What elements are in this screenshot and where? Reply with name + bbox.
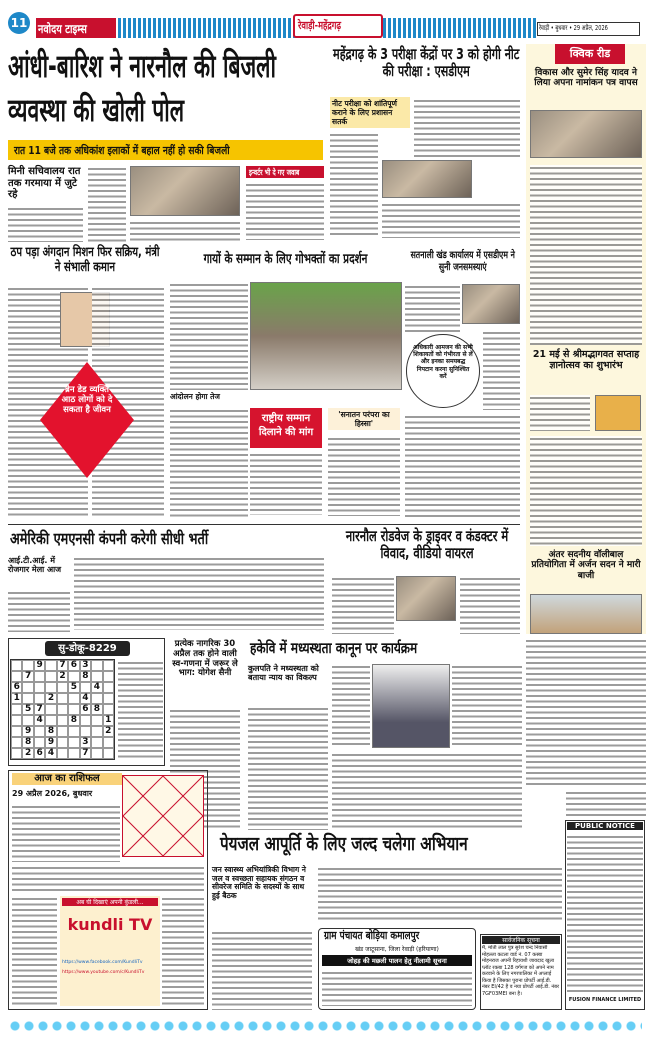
sudoku-cell[interactable]: 2 xyxy=(22,748,33,759)
notice-title: सार्वजनिक सूचना xyxy=(482,936,560,944)
sudoku-cell[interactable] xyxy=(57,748,68,759)
sudoku-cell[interactable] xyxy=(103,704,114,715)
sudoku-cell[interactable] xyxy=(34,693,45,704)
sudoku-cell[interactable] xyxy=(68,671,79,682)
horoscope-text xyxy=(12,896,57,1006)
quick-item-3: अंतर सदनीय वॉलीबाल प्रतियोगिता में अर्जन सदन ने मारी बाजी xyxy=(531,550,641,581)
sudoku-cell[interactable]: 4 xyxy=(34,715,45,726)
sudoku-cell[interactable] xyxy=(68,737,79,748)
sudoku-cell[interactable] xyxy=(91,737,102,748)
sudoku-cell[interactable] xyxy=(80,682,91,693)
page-number: 11 xyxy=(8,12,30,34)
sudoku-cell[interactable]: 6 xyxy=(80,704,91,715)
sudoku-cell[interactable]: 7 xyxy=(57,660,68,671)
sudoku-cell[interactable]: 3 xyxy=(80,737,91,748)
sudoku-cell[interactable]: 8 xyxy=(45,726,56,737)
sudoku-cell[interactable] xyxy=(91,693,102,704)
article-text xyxy=(530,436,642,546)
sudoku-cell[interactable] xyxy=(11,715,22,726)
sudoku-cell[interactable] xyxy=(57,682,68,693)
panchayat-ad-title: ग्राम पंचायत बोड़िया कमालपुर xyxy=(324,929,420,942)
kundli-chart xyxy=(122,775,204,857)
kundli-ad xyxy=(60,896,160,1006)
sudoku-cell[interactable]: 9 xyxy=(34,660,45,671)
sudoku-cell[interactable] xyxy=(68,693,79,704)
lead-banner: रात 11 बजे तक अधिकांश इलाकों में बहाल नहीं हो सकी बिजली xyxy=(14,144,230,157)
rashifal-date: 29 अप्रैल 2026, बुधवार xyxy=(12,789,93,798)
sudoku-cell[interactable] xyxy=(91,660,102,671)
facebook-link[interactable]: https://www.facebook.com/KundliTv xyxy=(62,960,143,965)
sdm-quote: अधिकारी आमजन की सभी शिकायतों को गंभीरता से लें और इनका समयबद्ध निपटान करना सुनिश्चित करें xyxy=(406,334,480,408)
article-text xyxy=(452,664,522,748)
storm-photo xyxy=(130,166,240,216)
article-text xyxy=(170,282,248,390)
article-text xyxy=(530,395,590,431)
volleyball-photo xyxy=(530,594,642,634)
article-text xyxy=(405,414,520,518)
sudoku-cell[interactable] xyxy=(103,693,114,704)
divider xyxy=(8,524,520,525)
sudoku-cell[interactable]: 5 xyxy=(22,704,33,715)
sudoku-cell[interactable]: 6 xyxy=(68,660,79,671)
sudoku-cell[interactable] xyxy=(57,693,68,704)
side-headline: मिनी सचिवालय रात तक गरमाया में जुटे रहे xyxy=(8,166,81,200)
organ-headline: ठप पड़ा अंगदान मिशन फिर सक्रिय, मंत्री ने संभाली कमान xyxy=(10,245,160,275)
sudoku-cell[interactable] xyxy=(11,748,22,759)
demand-box: राष्ट्रीय सम्मान दिलाने की मांग xyxy=(250,408,322,448)
sudoku-cell[interactable] xyxy=(103,737,114,748)
sudoku-cell[interactable] xyxy=(45,704,56,715)
article-text xyxy=(526,638,646,788)
sudoku-cell[interactable] xyxy=(34,726,45,737)
kundli-ad-title: अब घी दिखाएं अपनी कुंडली... xyxy=(62,898,158,906)
roadways-headline: नारनौल रोडवेज के ड्राइवर व कंडक्टर में विवाद, वीडियो वायरल xyxy=(345,527,509,563)
sdm-photo xyxy=(462,284,520,324)
sudoku-cell[interactable] xyxy=(68,704,79,715)
sudoku-cell[interactable] xyxy=(34,671,45,682)
preacher-photo xyxy=(595,395,641,431)
mnc-subhead: आई.टी.आई. में रोजगार मेला आज xyxy=(8,556,62,575)
article-text xyxy=(382,202,520,238)
article-text xyxy=(246,182,324,240)
sudoku-cell[interactable] xyxy=(57,715,68,726)
sudoku-cell[interactable]: 5 xyxy=(68,682,79,693)
quote-box-title: 'सनातन परंपरा का हिस्सा' xyxy=(328,408,400,430)
article-text xyxy=(332,664,370,748)
sudoku-cell[interactable] xyxy=(34,682,45,693)
article-text xyxy=(328,436,400,516)
sudoku-cell[interactable] xyxy=(103,660,114,671)
panchayat-ad-sub: खंड जाटूसाना, जिला रेवाड़ी (हरियाणा) xyxy=(355,946,439,953)
sudoku-cell[interactable] xyxy=(80,726,91,737)
article-text xyxy=(330,132,378,238)
sudoku-cell[interactable] xyxy=(91,748,102,759)
nomination-photo xyxy=(530,110,642,158)
sudoku-cell[interactable]: 4 xyxy=(80,693,91,704)
satnali-headline: सतनाली खंड कार्यालय में एसडीएम ने सुनी जनसमस्याएं xyxy=(410,250,515,273)
census-headline: प्रत्येक नागरिक 30 अप्रैल तक होने वाली स्व-गणना में जरूर ले भाग: योगेश सैनी xyxy=(172,639,238,679)
article-text xyxy=(88,166,126,242)
sudoku-cell[interactable] xyxy=(45,671,56,682)
rashifal-title: आज का राशिफल xyxy=(12,773,122,785)
article-text xyxy=(332,576,394,634)
ad-text xyxy=(322,970,472,1006)
date-text: रेवाड़ी • बुधवार • 29 अप्रैल, 2026 xyxy=(539,24,608,32)
water-headline: पेयजल आपूर्ति के लिए जल्द चलेगा अभियान xyxy=(220,833,468,855)
sudoku-cell[interactable] xyxy=(103,671,114,682)
sudoku-cell[interactable] xyxy=(22,660,33,671)
sudoku-cell[interactable] xyxy=(103,748,114,759)
sudoku-cell[interactable] xyxy=(34,737,45,748)
cows-headline: गायों के सम्मान के लिए गोभक्तों का प्रदर्शन xyxy=(203,251,368,267)
sudoku-cell[interactable] xyxy=(45,682,56,693)
article-text xyxy=(170,408,248,520)
masthead-logo: नवोदय टाइम्स xyxy=(38,22,87,36)
article-text xyxy=(566,790,646,818)
mnc-headline: अमेरिकी एमएनसी कंपनी करेगी सीधी भर्ती xyxy=(10,529,209,548)
sudoku-cell[interactable] xyxy=(11,726,22,737)
sudoku-cell[interactable]: 8 xyxy=(80,671,91,682)
article-text xyxy=(130,220,240,242)
article-text xyxy=(332,752,522,830)
sudoku-cell[interactable] xyxy=(45,660,56,671)
quick-read-tag: क्विक रीड xyxy=(555,44,625,64)
sudoku-cell[interactable] xyxy=(45,715,56,726)
article-text xyxy=(8,590,70,632)
sudoku-cell[interactable] xyxy=(91,671,102,682)
sudoku-cell[interactable]: 6 xyxy=(11,682,22,693)
sudoku-grid[interactable] xyxy=(10,659,115,760)
registration-marks xyxy=(8,1020,642,1032)
public-notice-company: FUSION FINANCE LIMITED xyxy=(568,997,642,1003)
sudoku-cell[interactable]: 9 xyxy=(22,726,33,737)
kundli-brand: kundli TV xyxy=(67,915,153,934)
edition-tag: रेवाड़ी-महेंद्रगढ़ xyxy=(298,19,342,32)
article-text xyxy=(483,330,520,410)
sudoku-cell[interactable] xyxy=(22,682,33,693)
hakevi-subhead: कुलपति ने मध्यस्थता को बताया न्याय का विकल्प xyxy=(248,664,319,683)
article-text xyxy=(12,865,204,893)
sudoku-cell[interactable] xyxy=(11,671,22,682)
sudoku-cell[interactable] xyxy=(80,715,91,726)
article-text xyxy=(414,98,520,158)
notice-body: मैं, मोती लाल पुत्र सुरेश चन्द निवासी मोहल्ला कटला वार्ड नं. 07 कस्बा मोहनराज अपनी रिहायशी जायदाद खुला प्लॉट रकबा 128 वर्गगज को अपने नाम करवाने के लिए नगरपालिका में अप्लाई किया है जिसका पुराना प्रोपर्टी आई.डी. नंबर EI/42 है व नया प्रोपर्टी आई.डी. नंबर 7GF03MEI बना है। xyxy=(482,945,560,997)
sudoku-cell[interactable] xyxy=(91,726,102,737)
protest-photo xyxy=(250,282,402,390)
sudoku-cell[interactable]: 8 xyxy=(91,704,102,715)
sudoku-cell[interactable]: 8 xyxy=(22,737,33,748)
article-text xyxy=(212,930,312,1010)
sudoku-cell[interactable]: 4 xyxy=(45,748,56,759)
sudoku-cell[interactable] xyxy=(103,682,114,693)
sudoku-cell[interactable] xyxy=(11,660,22,671)
sudoku-cell[interactable] xyxy=(68,726,79,737)
sudoku-cell[interactable] xyxy=(22,715,33,726)
article-text xyxy=(318,866,562,922)
article-text xyxy=(460,576,520,634)
sudoku-cell[interactable] xyxy=(57,704,68,715)
article-text xyxy=(74,556,324,630)
sudoku-cell[interactable] xyxy=(22,693,33,704)
article-text xyxy=(250,452,322,515)
quick-item-2: 21 मई से श्रीमद्भागवत सप्ताह ज्ञानोत्सव का शुभारंभ xyxy=(532,349,640,371)
sudoku-cell[interactable]: 7 xyxy=(34,704,45,715)
sudoku-cell[interactable] xyxy=(11,704,22,715)
sudoku-cell[interactable]: 6 xyxy=(34,748,45,759)
neet-headline: महेंद्रगढ़ के 3 परीक्षा केंद्रों पर 3 को होगी नीट की परीक्षा : एसडीएम xyxy=(333,45,520,81)
public-notice-text xyxy=(567,834,643,992)
sudoku-cell[interactable]: 7 xyxy=(80,748,91,759)
bus-video-photo xyxy=(396,576,456,621)
article-text xyxy=(405,284,460,332)
sudoku-cell[interactable] xyxy=(91,715,102,726)
sudoku-cell[interactable] xyxy=(57,737,68,748)
organ-diamond-text: ब्रेन डेड व्यक्ति आठ लोगों को दे सकता है जीवन xyxy=(61,385,113,416)
sudoku-cell[interactable]: 1 xyxy=(103,715,114,726)
vice-chancellor-photo xyxy=(372,664,450,748)
cows-subhead: आंदोलन होगा तेज xyxy=(170,392,220,401)
water-subhead: जन स्वास्थ्य अभियांत्रिकी विभाग ने जल व स्वच्छता सहायक संगठन व सीवरेज समिति के सदस्यों के साथ हुई बैठक xyxy=(212,865,306,900)
article-text xyxy=(12,804,120,862)
sudoku-cell[interactable] xyxy=(11,737,22,748)
article-text xyxy=(530,165,642,345)
sudoku-cell[interactable]: 7 xyxy=(22,671,33,682)
horoscope-text xyxy=(162,896,204,1006)
sudoku-cell[interactable]: 8 xyxy=(68,715,79,726)
sudoku-title: सु-डोकू-8229 xyxy=(45,641,130,656)
sudoku-cell[interactable]: 2 xyxy=(103,726,114,737)
article-text xyxy=(248,706,328,830)
lead-headline: आंधी-बारिश ने नारनौल की बिजली व्यवस्था की खोली पोल xyxy=(8,47,276,129)
sudoku-cell[interactable]: 2 xyxy=(45,693,56,704)
quick-item-1: विकास और सुमेर सिंह यादव ने लिया अपना नामांकन पत्र वापस xyxy=(534,68,638,89)
sudoku-cell[interactable] xyxy=(68,748,79,759)
sudoku-cell[interactable]: 4 xyxy=(91,682,102,693)
sudoku-cell[interactable]: 3 xyxy=(80,660,91,671)
neet-subhead: नीट परीक्षा को शांतिपूर्ण कराने के लिए प्रशासन सतर्क xyxy=(330,97,410,128)
sudoku-instructions xyxy=(118,660,163,760)
sudoku-cell[interactable]: 2 xyxy=(57,671,68,682)
panchayat-ad-bar: जोहड़ की मछली पालन हेतु नीलामी सूचना xyxy=(347,957,447,965)
article-text xyxy=(8,206,83,242)
sudoku-cell[interactable] xyxy=(57,726,68,737)
neet-photo xyxy=(382,160,472,198)
sudoku-cell[interactable]: 1 xyxy=(11,693,22,704)
youtube-link[interactable]: https://www.youtube.com/c/KundliTv xyxy=(62,970,145,975)
sudoku-cell[interactable]: 9 xyxy=(45,737,56,748)
hakevi-headline: हकेवि में मध्यस्थता कानून पर कार्यक्रम xyxy=(250,639,418,657)
inverter-box-title: इन्वर्टर भी दे गए जवाब xyxy=(249,168,300,177)
public-notice-title: PUBLIC NOTICE xyxy=(567,822,643,830)
